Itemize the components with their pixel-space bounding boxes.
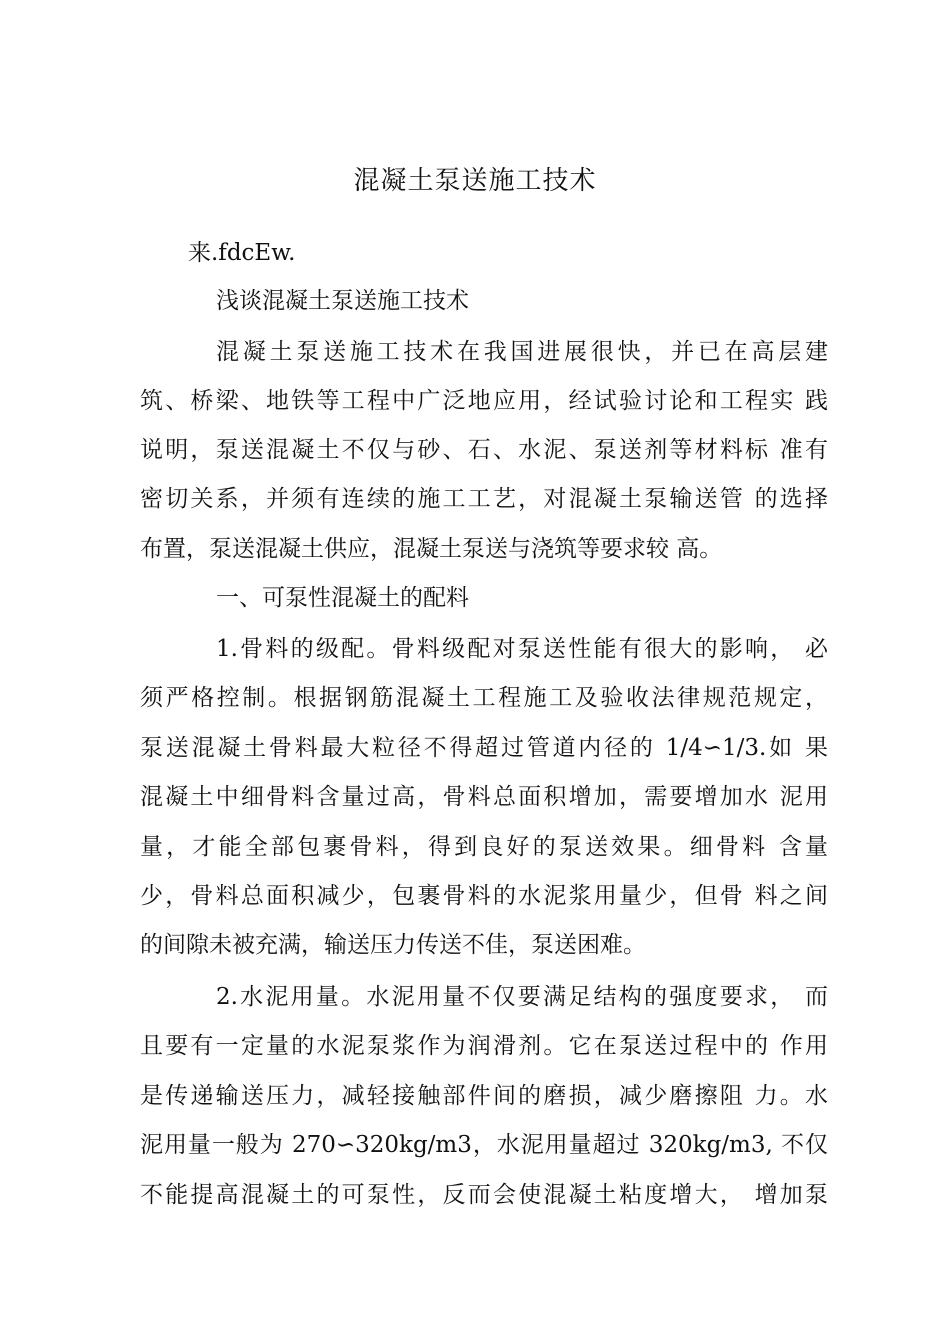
intro-line: 说明，泵送混凝土不仅与砂、石、水泥、泵送剂等材料标 准有	[140, 437, 828, 463]
paragraph-line: 泵送混凝土骨料最大粒径不得超过管道内径的 1/4∽1/3.如 果	[140, 735, 828, 761]
paragraph-line: 须严格控制。根据钢筋混凝土工程施工及验收法律规范规定，	[140, 685, 828, 711]
subtitle: 浅谈混凝土泵送施工技术	[216, 288, 469, 314]
section-heading: 一、可泵性混凝土的配料	[216, 585, 469, 611]
intro-line: 筑、桥梁、地铁等工程中广泛地应用，经试验讨论和工程实 践	[140, 388, 828, 414]
paragraph-line: 1.骨料的级配。骨料级配对泵送性能有很大的影响， 必	[216, 636, 828, 662]
intro-line: 布置，泵送混凝土供应，混凝土泵送与浇筑等要求较 高。	[140, 536, 723, 562]
paragraph-line: 是传递输送压力，减轻接触部件间的磨损，减少磨擦阻 力。水	[140, 1083, 828, 1109]
paragraph-line: 混凝土中细骨料含量过高，骨料总面积增加，需要增加水 泥用	[140, 784, 828, 810]
source-line: 来.fdcEw.	[188, 240, 296, 266]
paragraph-line: 的间隙未被充满，输送压力传送不佳，泵送困难。	[140, 932, 646, 958]
paragraph-line: 不能提高混凝土的可泵性，反而会使混凝土粘度增大， 增加泵	[140, 1182, 828, 1208]
paragraph-line: 泥用量一般为 270∽320kg/m3，水泥用量超过 320kg/m3, 不仅	[140, 1132, 828, 1158]
intro-line: 密切关系，并须有连续的施工工艺，对混凝土泵输送管 的选择	[140, 486, 828, 512]
paragraph-line: 且要有一定量的水泥泵浆作为润滑剂。它在泵送过程中的 作用	[140, 1033, 828, 1059]
paragraph-line: 2.水泥用量。水泥用量不仅要满足结构的强度要求， 而	[216, 984, 828, 1010]
paragraph-line: 量，才能全部包裹骨料，得到良好的泵送效果。细骨料 含量	[140, 834, 828, 860]
intro-line: 混凝土泵送施工技术在我国进展很快，并已在高层建	[216, 339, 828, 365]
document-title: 混凝土泵送施工技术	[353, 166, 597, 196]
paragraph-line: 少，骨料总面积减少，包裹骨料的水泥浆用量少，但骨 料之间	[140, 883, 828, 909]
